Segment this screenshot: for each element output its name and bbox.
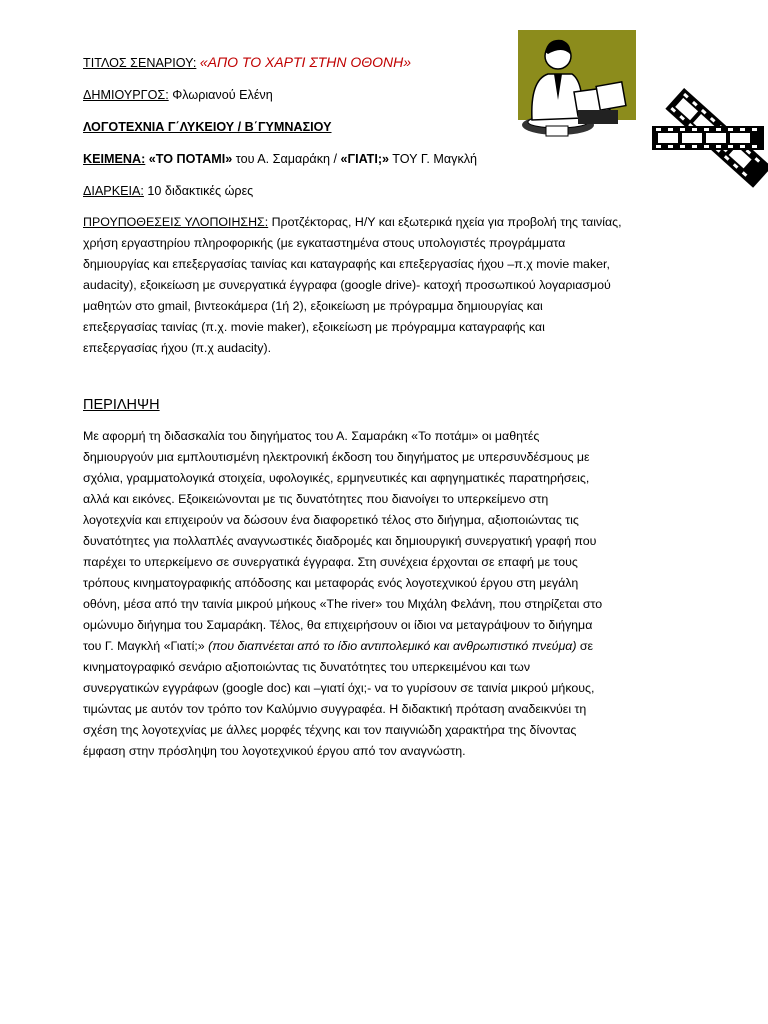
- summary-heading: ΠΕΡΙΛΗΨΗ: [83, 397, 160, 413]
- scenario-label: ΤΙΤΛΟΣ ΣΕΝΑΡΙΟΥ:: [83, 56, 197, 70]
- requirements-paragraph: [83, 212, 703, 359]
- summary-line: οθόνη, μέσα από την ταινία μικρού μήκους «The river» του Μιχάλη Φελάνη, που στηρίζεται στο: [83, 597, 603, 611]
- duration-label: ΔΙΑΡΚΕΙΑ:: [83, 184, 144, 198]
- summary-line: έμφαση στην πρόσληψη του λογοτεχνικού έργου από τον αναγνώστη.: [83, 744, 466, 758]
- text2-title: «ΓΙΑΤΙ;»: [340, 152, 390, 166]
- creator-row: [83, 85, 703, 106]
- summary-line: δημιουργούν μια εμπλουτισμένη ηλεκτρονική έκδοση του διηγήματος με υπερσυνδέσμους με: [83, 450, 590, 464]
- summary-line: ομώνυμο διήγημα του Σαμαράκη. Τέλος, θα επιχειρήσουν οι ίδιοι να μεταγράψουν το διήγημα: [83, 618, 593, 632]
- summary-italic-note: (που διαπνέεται από το ίδιο αντιπολεμικό και ανθρωπιστικό πνεύμα): [208, 639, 577, 653]
- creator-label: ΔΗΜΙΟΥΡΓΟΣ:: [83, 88, 169, 102]
- summary-line: συνεργατικών εγγράφων (google doc) και –γιατί όχι;- να το γυρίσουν σε ταινία μικρού μήκους,: [83, 681, 595, 695]
- summary-line: [83, 636, 703, 657]
- summary-line: λογοτεχνία και επιχειρούν να δώσουν ένα διαφορετικό τέλος στο διήγημα, αξιοποιώντας τις: [83, 513, 579, 527]
- requirements-line: audacity), εξοικείωση με συνεργατικά έγγραφα (google drive)- κατοχή προσωπικού λογαριασμού: [83, 278, 611, 292]
- scenario-title: «ΑΠΟ ΤΟ ΧΑΡΤΙ ΣΤΗΝ ΟΘΟΝΗ»: [199, 54, 412, 70]
- summary-text: του Γ. Μαγκλή «Γιατί;»: [83, 639, 209, 653]
- summary-text: σε: [576, 639, 594, 653]
- text1-author: του Α. Σαμαράκη /: [232, 152, 341, 166]
- requirements-line: δημιουργίας και επεξεργασίας ταινίας και καταγραφής και επεξεργασίας ήχου –π.χ movie maker,: [83, 257, 610, 271]
- requirements-label: ΠΡΟΥΠΟΘΕΣΕΙΣ ΥΛΟΠΟΙΗΣΗΣ:: [83, 215, 269, 229]
- requirements-line: μαθητών στο gmail, βιντεοκάμερα (1ή 2), εξοικείωση με πρόγραμμα δημιουργίας και: [83, 299, 543, 313]
- scenario-title-row: [83, 52, 703, 74]
- text1-title: «ΤΟ ΠΟΤΑΜΙ»: [145, 152, 233, 166]
- creator-value: Φλωριανού Ελένη: [168, 88, 273, 102]
- texts-row: [83, 149, 703, 170]
- document-page: [83, 48, 703, 762]
- summary-line: κινηματογραφικό σενάριο αξιοποιώντας τις δυνατότητες του υπερκειμένου και των: [83, 660, 531, 674]
- duration-row: [83, 181, 703, 202]
- requirements-line: Προτζέκτορας, Η/Υ και εξωτερικά ηχεία για προβολή της ταινίας,: [268, 215, 622, 229]
- text2-author: ΤΟΥ Γ. Μαγκλή: [389, 152, 478, 166]
- summary-line: παρέχει το υπερκείμενο σε συνεργατικά έγγραφα. Στη συνέχεια έρχονται σε επαφή με τους: [83, 555, 578, 569]
- summary-line: Με αφορμή τη διδασκαλία του διηγήματος του Α. Σαμαράκη «Το ποτάμι» οι μαθητές: [83, 429, 540, 443]
- subject-row: ΛΟΓΟΤΕΧΝΙΑ Γ΄ΛΥΚΕΙΟΥ / Β΄ΓΥΜΝΑΣΙΟΥ: [83, 120, 332, 134]
- requirements-line: επεξεργασίας ταινίας (π.χ. movie maker), εξοικείωση με πρόγραμμα καταγραφής και: [83, 320, 545, 334]
- summary-line: δυνατότητες για πολλαπλές αναγνωστικές διαδρομές και δημιουργική συνεργατική γραφή που: [83, 534, 597, 548]
- requirements-line: επεξεργασίας ήχου (π.χ audacity).: [83, 341, 272, 355]
- summary-line: σχόλια, γραμματολογικά στοιχεία, υφολογικές, ερμηνευτικές και αφηγηματικές παρατηρήσεις,: [83, 471, 590, 485]
- summary-line: τιμώντας με αυτόν τον τρόπο τον Καλύμνιο συγγραφέα. Η διδακτική πρόταση αναδεικνύει τη: [83, 702, 587, 716]
- summary-line: σχέση της λογοτεχνίας με άλλες μορφές τέχνης και τον παιγνιώδη χαρακτήρα της δίνοντας: [83, 723, 577, 737]
- summary-line: αλλά και εικόνες. Εξοικειώνονται με τις δυνατότητες που διανοίγει το υπερκείμενο στη: [83, 492, 549, 506]
- texts-label: ΚΕΙΜΕΝΑ:: [83, 152, 146, 166]
- summary-paragraph: [83, 426, 703, 762]
- summary-line: τρόπους κινηματογραφικής απόδοσης και μεταφοράς ενός λογοτεχνικού έργου στη μεγάλη: [83, 576, 579, 590]
- duration-value: 10 διδακτικές ώρες: [143, 184, 254, 198]
- requirements-line: χρήση εργαστηρίου πληροφορικής (με εγκαταστημένα στους υπολογιστές προγράμματα: [83, 236, 566, 250]
